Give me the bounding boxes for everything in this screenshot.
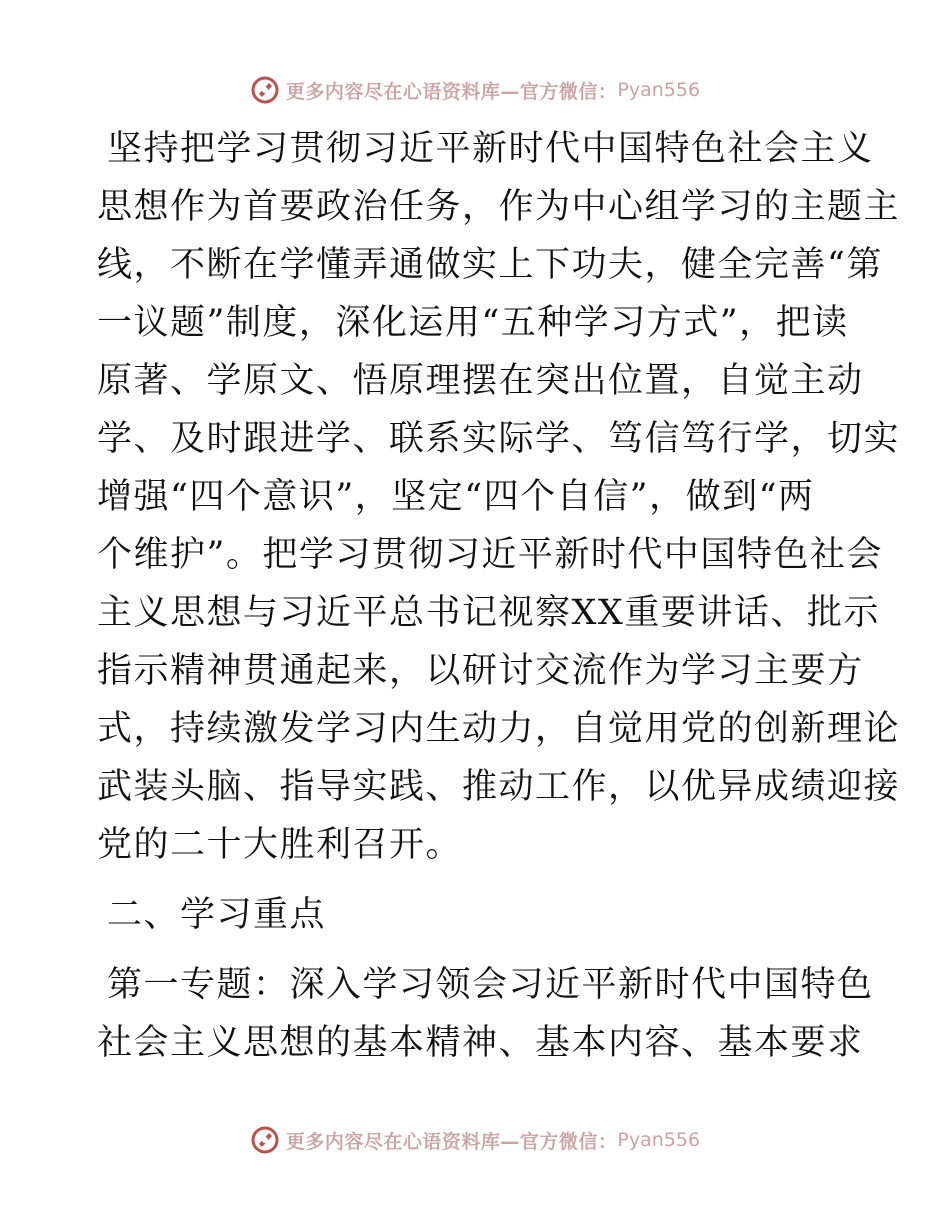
watermark-banner-bottom [0, 1120, 950, 1160]
watermark-wechat-id: Pyan556 [617, 1129, 701, 1151]
paragraph-line: 坚持把学习贯彻习近平新时代中国特色社会主义 [107, 129, 874, 169]
paragraph-line: 线，不断在学懂弄通做实上下功夫，健全完善“第 [97, 245, 883, 285]
paragraph-line: 指示精神贯通起来，以研讨交流作为学习主要方 [97, 651, 864, 691]
paragraph-line: 个维护”。把学习贯彻习近平新时代中国特色社会 [97, 535, 883, 575]
watermark-text: 更多内容尽在心语资料库—官方微信： [285, 80, 618, 103]
watermark-wechat-id: Pyan556 [617, 79, 701, 101]
paragraph-line: 武装头脑、指导实践、推动工作，以优异成绩迎接 [97, 767, 901, 807]
logo-icon [250, 1125, 280, 1155]
paragraph-line: 党的二十大胜利召开。 [97, 825, 463, 865]
watermark-banner-top [0, 70, 950, 110]
watermark-text: 更多内容尽在心语资料库—官方微信： [285, 1130, 618, 1153]
paragraph-line: 式，持续激发学习内生动力，自觉用党的创新理论 [97, 709, 901, 749]
section-heading: 二、学习重点 [107, 895, 327, 935]
logo-icon [250, 75, 280, 105]
topic-line: 社会主义思想的基本精神、基本内容、基本要求 [97, 1023, 864, 1063]
paragraph-line: 一议题”制度，深化运用“五种学习方式”，把读 [97, 303, 849, 343]
paragraph-line: 增强“四个意识”，坚定“四个自信”，做到“两 [97, 477, 815, 517]
paragraph-line: 原著、学原文、悟原理摆在突出位置，自觉主动 [97, 361, 864, 401]
document-body [97, 120, 901, 1072]
paragraph-line: 思想作为首要政治任务，作为中心组学习的主题主 [97, 187, 901, 227]
topic-line: 第一专题：深入学习领会习近平新时代中国特色 [107, 965, 874, 1005]
paragraph-line: 主义思想与习近平总书记视察XX重要讲话、批示 [97, 593, 880, 633]
paragraph-line: 学、及时跟进学、联系实际学、笃信笃行学，切实 [97, 419, 901, 459]
